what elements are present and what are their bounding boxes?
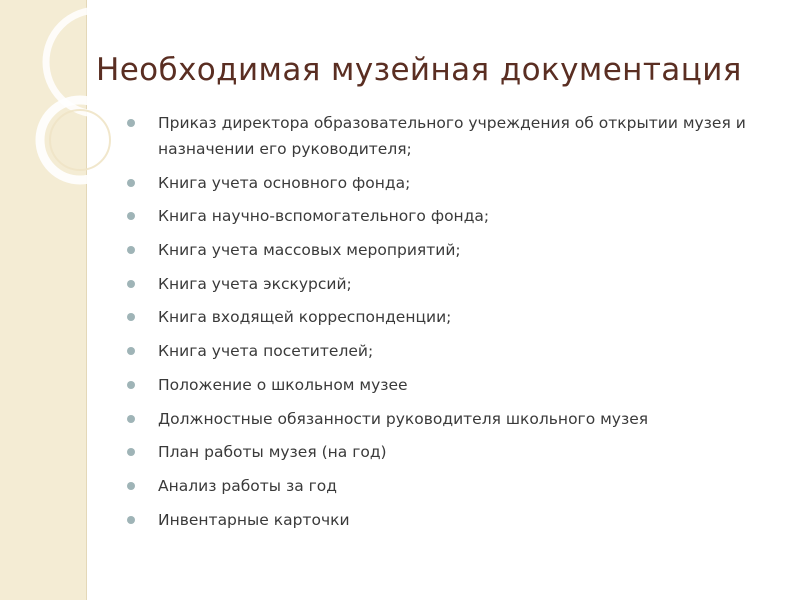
bullet-text: План работы музея (на год) [158,443,387,462]
bullet-text: Анализ работы за год [158,476,337,495]
bullet-text: Положение о школьном музее [158,375,408,394]
bullet-item [96,338,786,364]
bullet-item [96,372,786,398]
bullet-item [96,439,786,465]
bullet-text: Приказ директора образовательного учреждения об открытии музея и назначении его руководителя; [158,114,746,158]
bullet-dot-icon [127,280,135,288]
bullet-text: Книга учета массовых мероприятий; [158,241,461,260]
bullet-dot-icon [127,313,135,321]
bullet-item [96,237,786,263]
bullet-item [96,304,786,330]
bullet-item [96,110,786,162]
bullet-dot-icon [127,415,135,423]
bullet-text: Книга учета посетителей; [158,342,374,361]
bullet-text: Инвентарные карточки [158,510,350,529]
bullet-text: Книга учета основного фонда; [158,173,411,192]
bullet-item [96,170,786,196]
bullet-item [96,507,786,533]
bullet-text: Книга научно-вспомогательного фонда; [158,207,490,226]
bullet-dot-icon [127,119,135,127]
bullet-dot-icon [127,381,135,389]
bullet-dot-icon [127,179,135,187]
bullet-dot-icon [127,246,135,254]
bullet-list [96,110,786,540]
bullet-dot-icon [127,448,135,456]
bullet-item [96,473,786,499]
bullet-dot-icon [127,482,135,490]
bullet-text: Должностные обязанности руководителя школьного музея [158,409,649,428]
slide-title: Необходимая музейная документация [96,52,742,88]
bullet-dot-icon [127,347,135,355]
bullet-text: Книга учета экскурсий; [158,274,352,293]
bullet-dot-icon [127,212,135,220]
bullet-text: Книга входящей корреспонденции; [158,308,452,327]
bullet-item [96,271,786,297]
side-band [0,0,87,600]
bullet-item [96,203,786,229]
bullet-item [96,406,786,432]
bullet-dot-icon [127,516,135,524]
